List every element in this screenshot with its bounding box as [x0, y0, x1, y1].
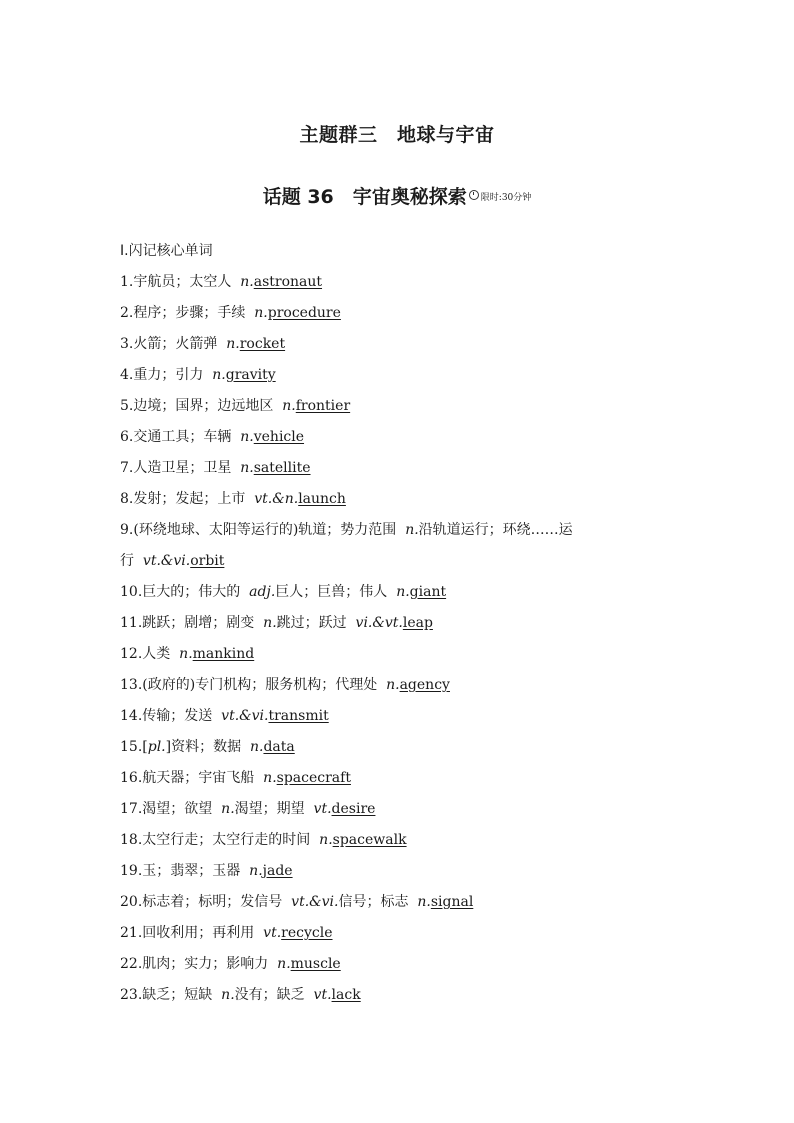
item-number: 13.	[120, 677, 143, 693]
part-of-speech: pl.	[147, 739, 166, 755]
item-number: 23.	[120, 987, 143, 1003]
part-of-speech: n.	[396, 584, 410, 600]
list-item	[120, 298, 680, 329]
part-of-speech: n.	[226, 336, 240, 352]
answer-word: jade	[262, 863, 293, 879]
item-number: 6.	[120, 429, 134, 445]
chinese-meaning: 传输；发送	[142, 708, 213, 724]
list-item	[120, 608, 680, 639]
bracket: ]	[165, 739, 172, 755]
answer-word: leap	[402, 615, 433, 631]
answer-word: mankind	[192, 646, 255, 662]
part-of-speech: vi.&vt.	[355, 615, 403, 631]
answer-word: recycle	[281, 925, 333, 941]
list-item	[120, 701, 680, 732]
part-of-speech: vt.&vi.	[221, 708, 269, 724]
list-item	[120, 484, 680, 515]
item-number: 5.	[120, 398, 134, 414]
list-item	[120, 453, 680, 484]
chinese-meaning: 程序；步骤；手续	[133, 305, 246, 321]
time-limit: 限时:30分钟	[480, 193, 532, 203]
item-number: 16.	[120, 770, 143, 786]
answer-word: signal	[430, 894, 474, 910]
list-item	[120, 639, 680, 670]
vocabulary-list	[120, 267, 680, 1011]
item-number: 19.	[120, 863, 143, 879]
chinese-meaning: (环绕地球、太阳等运行的)轨道；势力范围	[133, 522, 397, 538]
clock-icon	[469, 190, 479, 200]
list-item	[120, 422, 680, 453]
vocabulary-section	[120, 236, 680, 1011]
chinese-meaning: 玉；翡翠；玉器	[142, 863, 241, 879]
topic-title-text: 话题 36 宇宙奥秘探索	[262, 186, 467, 208]
list-item	[120, 887, 680, 918]
item-number: 18.	[120, 832, 143, 848]
item-number: 12.	[120, 646, 143, 662]
part-of-speech: n.	[405, 522, 419, 538]
item-number: 8.	[120, 491, 134, 507]
list-item	[120, 515, 680, 577]
answer-word: transmit	[268, 708, 329, 724]
part-of-speech: vt.	[313, 801, 332, 817]
page-title: 主题群三 地球与宇宙	[299, 124, 495, 146]
item-number: 11.	[120, 615, 143, 631]
list-item	[120, 794, 680, 825]
answer-word: data	[263, 739, 295, 755]
chinese-meaning: 交通工具；车辆	[133, 429, 232, 445]
part-of-speech: vt.&n.	[254, 491, 299, 507]
chinese-meaning: 发射；发起；上市	[133, 491, 246, 507]
part-of-speech: n.	[250, 739, 264, 755]
chinese-meaning: 宇航员；太空人	[133, 274, 232, 290]
answer-word: vehicle	[253, 429, 305, 445]
chinese-meaning: 跳跃；剧增；剧变	[142, 615, 255, 631]
item-number: 20.	[120, 894, 143, 910]
part-of-speech: n.	[263, 615, 277, 631]
item-number: 3.	[120, 336, 134, 352]
part-of-speech: n.	[212, 367, 226, 383]
list-item	[120, 856, 680, 887]
answer-word: desire	[331, 801, 376, 817]
answer-word: orbit	[190, 553, 225, 569]
part-of-speech: n.	[179, 646, 193, 662]
item-number: 17.	[120, 801, 143, 817]
chinese-meaning: 信号；标志	[338, 894, 409, 910]
chinese-meaning: 回收利用；再利用	[142, 925, 255, 941]
answer-word: frontier	[295, 398, 351, 414]
list-item	[120, 980, 680, 1011]
topic-title	[0, 182, 794, 209]
chinese-meaning: 人造卫星；卫星	[133, 460, 232, 476]
answer-word: spacecraft	[276, 770, 351, 786]
chinese-meaning: 没有；缺乏	[234, 987, 305, 1003]
part-of-speech: n.	[240, 460, 254, 476]
chinese-meaning: 渴望；期望	[234, 801, 305, 817]
section-heading: Ⅰ.闪记核心单词	[120, 243, 213, 259]
item-number: 1.	[120, 274, 134, 290]
answer-word: satellite	[253, 460, 311, 476]
part-of-speech: n.	[263, 770, 277, 786]
part-of-speech: vt.&vi.	[142, 553, 191, 569]
list-item	[120, 267, 680, 298]
answer-word: procedure	[267, 305, 341, 321]
answer-word: rocket	[239, 336, 286, 352]
item-number: 9.	[120, 522, 134, 538]
list-item	[120, 763, 680, 794]
bracket: [	[142, 739, 148, 755]
chinese-meaning: 肌肉；实力；影响力	[142, 956, 269, 972]
chinese-meaning: 缺乏；短缺	[142, 987, 213, 1003]
chinese-meaning: 巨人；巨兽；伟人	[275, 584, 388, 600]
part-of-speech: n.	[240, 429, 254, 445]
part-of-speech: n.	[221, 801, 235, 817]
answer-word: launch	[298, 491, 346, 507]
chinese-meaning: 太空行走；太空行走的时间	[142, 832, 311, 848]
answer-word: astronaut	[253, 274, 323, 290]
item-number: 2.	[120, 305, 134, 321]
item-number: 21.	[120, 925, 143, 941]
list-item	[120, 329, 680, 360]
item-number: 22.	[120, 956, 143, 972]
answer-word: spacewalk	[332, 832, 407, 848]
answer-word: gravity	[225, 367, 276, 383]
part-of-speech: adj.	[249, 584, 276, 600]
item-number: 14.	[120, 708, 143, 724]
part-of-speech: n.	[249, 863, 263, 879]
answer-word: lack	[331, 987, 361, 1003]
list-item	[120, 949, 680, 980]
answer-word: giant	[409, 584, 447, 600]
list-item	[120, 577, 680, 608]
part-of-speech: n.	[254, 305, 268, 321]
part-of-speech: n.	[417, 894, 431, 910]
chinese-meaning: (政府的)专门机构；服务机构；代理处	[142, 677, 378, 693]
part-of-speech: n.	[221, 987, 235, 1003]
chinese-meaning: 渴望；欲望	[142, 801, 213, 817]
part-of-speech: n.	[277, 956, 291, 972]
answer-word: muscle	[290, 956, 341, 972]
part-of-speech: vt.&vi.	[291, 894, 339, 910]
list-item	[120, 391, 680, 422]
item-number: 7.	[120, 460, 134, 476]
chinese-meaning: 火箭；火箭弹	[133, 336, 218, 352]
part-of-speech: n.	[282, 398, 296, 414]
list-item	[120, 825, 680, 856]
chinese-meaning: 资料；数据	[171, 739, 242, 755]
part-of-speech: vt.	[263, 925, 282, 941]
chinese-meaning: 航天器；宇宙飞船	[142, 770, 255, 786]
part-of-speech: vt.	[313, 987, 332, 1003]
part-of-speech: n.	[319, 832, 333, 848]
chinese-meaning: 人类	[142, 646, 171, 662]
list-item	[120, 670, 680, 701]
list-item	[120, 360, 680, 391]
chinese-meaning: 沿轨道运行；环绕……运行	[120, 522, 573, 569]
chinese-meaning: 标志着；标明；发信号	[142, 894, 283, 910]
chinese-meaning: 重力；引力	[133, 367, 204, 383]
list-item	[120, 732, 680, 763]
part-of-speech: n.	[240, 274, 254, 290]
chinese-meaning: 巨大的；伟大的	[142, 584, 241, 600]
chinese-meaning: 跳过；跃过	[276, 615, 347, 631]
item-number: 15.	[120, 739, 143, 755]
chinese-meaning: 边境；国界；边远地区	[133, 398, 274, 414]
list-item	[120, 918, 680, 949]
item-number: 4.	[120, 367, 134, 383]
item-number: 10.	[120, 584, 143, 600]
part-of-speech: n.	[386, 677, 400, 693]
answer-word: agency	[399, 677, 450, 693]
